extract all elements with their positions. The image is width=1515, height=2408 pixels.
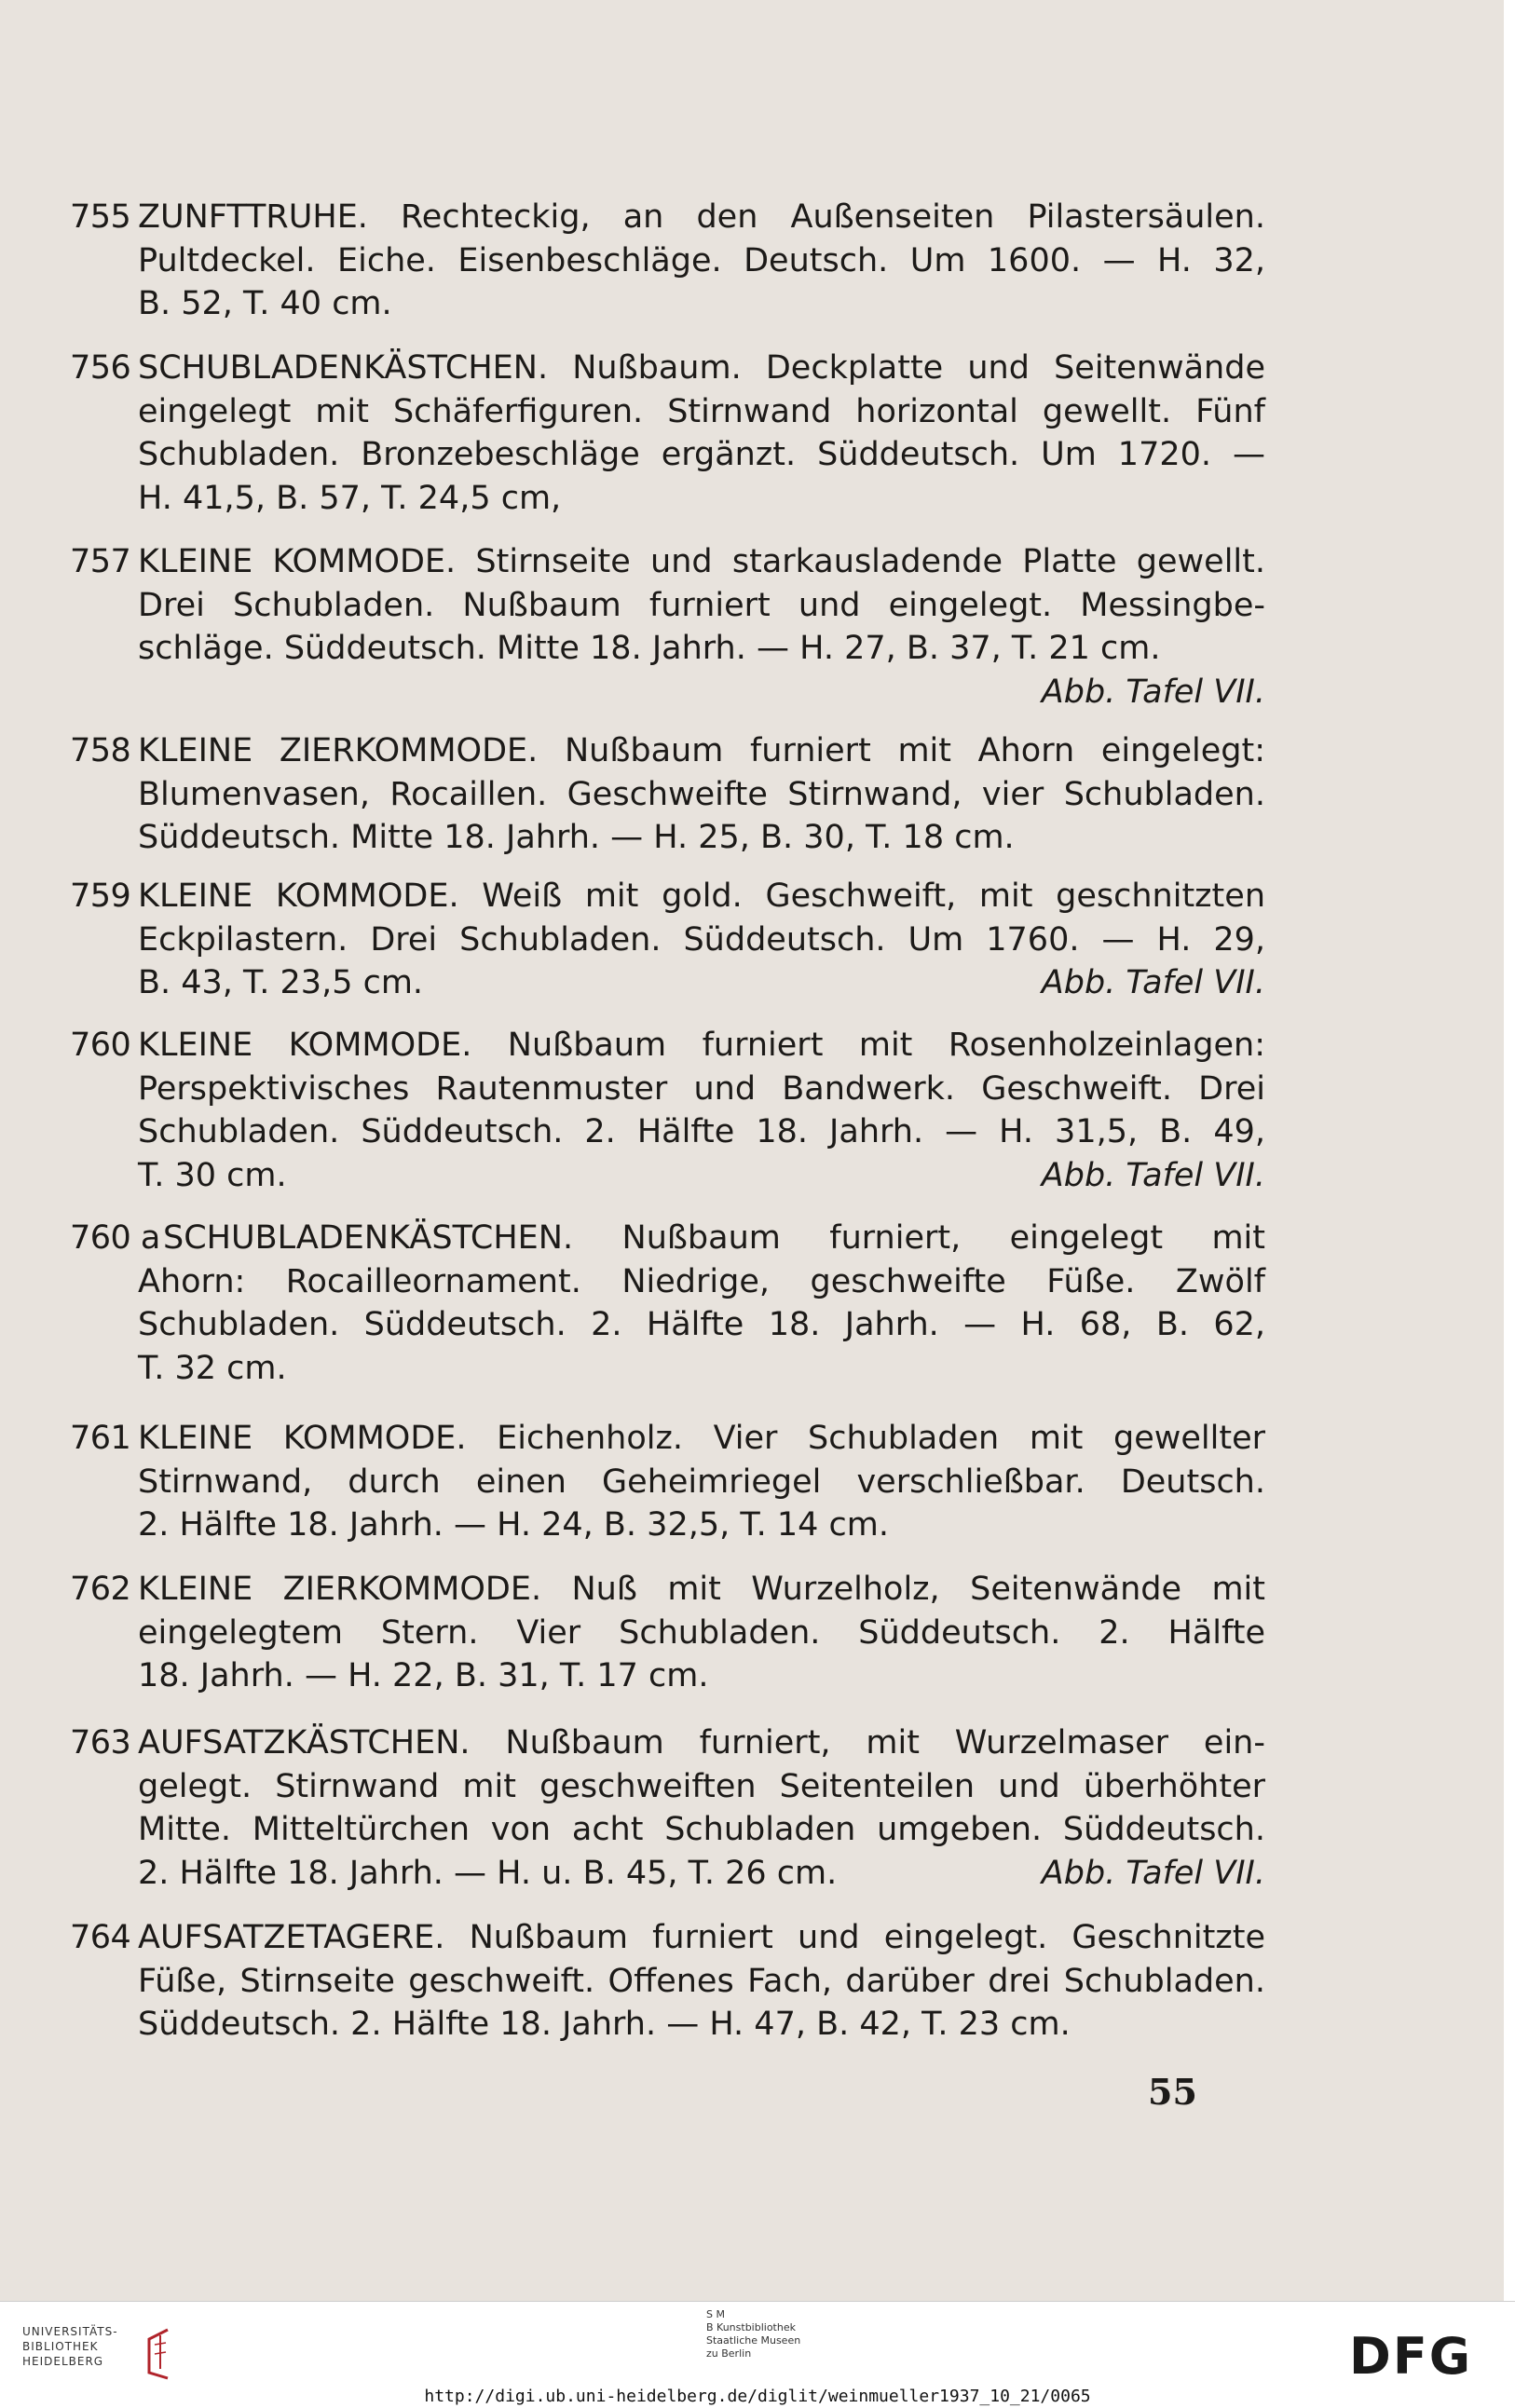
dfg-logo[interactable]: DFG — [1349, 2327, 1473, 2386]
entry-line: Süddeutsch. Mitte 18. Jahrh. — H. 25, B. 30, T. 18 cm. — [138, 819, 1015, 856]
museum-logo-line: S M — [706, 2308, 725, 2320]
entry-line: KLEINE KOMMODE. Stirnseite und starkausladende Platte gewellt. — [138, 543, 1265, 580]
entry-line-text: 2. Hälfte 18. Jahrh. — H. u. B. 45, T. 26 cm. — [138, 1854, 838, 1892]
entry-line: eingelegt mit Schäferfiguren. Stirnwand horizontal gewellt. Fünf — [138, 392, 1265, 430]
museum-logo-line: Staatliche Museen — [706, 2334, 801, 2347]
entry-line: Schubladen. Süddeutsch. 2. Hälfte 18. Jahrh. — H. 68, B. 62, — [138, 1306, 1265, 1343]
entry-line: Drei Schubladen. Nußbaum furniert und eingelegt. Messingbe- — [138, 586, 1265, 624]
entry-line: Blumenvasen, Rocaillen. Geschweifte Stirnwand, vier Schubladen. — [138, 775, 1265, 813]
entry-line: H. 41,5, B. 57, T. 24,5 cm, — [138, 479, 562, 517]
university-library-logo[interactable] — [22, 2324, 190, 2380]
entry-line — [138, 961, 1265, 1005]
museum-logo-line: zu Berlin — [706, 2347, 752, 2360]
entry-text — [138, 347, 1265, 520]
entry-number: 759 — [70, 877, 131, 915]
entry-line-text: T. 30 cm. — [138, 1156, 287, 1194]
entry-line: Süddeutsch. 2. Hälfte 18. Jahrh. — H. 47, B. 42, T. 23 cm. — [138, 2006, 1071, 2043]
museum-logo-line: B Kunstbibliothek — [706, 2321, 796, 2333]
entry-line: KLEINE KOMMODE. Eichenholz. Vier Schubladen mit gewellter — [138, 1420, 1265, 1457]
entry-line: Pultdeckel. Eiche. Eisenbeschläge. Deutsch. Um 1600. — H. 32, — [138, 241, 1265, 279]
entry-number: 756 — [70, 349, 131, 387]
entry-line: gelegt. Stirnwand mit geschweiften Seitenteilen und überhöhter — [138, 1767, 1265, 1805]
figure-reference: Abb. Tafel VII. — [1041, 964, 1265, 1001]
entry-line: 18. Jahrh. — H. 22, B. 31, T. 17 cm. — [138, 1657, 709, 1694]
entry-line: SCHUBLADENKÄSTCHEN. Nußbaum furniert, eingelegt mit — [163, 1219, 1265, 1257]
university-logo-text — [22, 2324, 118, 2369]
entry-text — [138, 1260, 1265, 1391]
entry-text — [138, 1721, 1265, 1895]
entry-line: Schubladen. Süddeutsch. 2. Hälfte 18. Jahrh. — H. 31,5, B. 49, — [138, 1113, 1265, 1150]
page-number: 55 — [1148, 2071, 1197, 2113]
entry-line-text: B. 43, T. 23,5 cm. — [138, 964, 424, 1001]
figure-reference: Abb. Tafel VII. — [1041, 1854, 1265, 1892]
entry-number: 762 — [70, 1571, 131, 1608]
entry-line: Perspektivisches Rautenmuster und Bandwerk. Geschweift. Drei — [138, 1069, 1265, 1108]
figure-reference: Abb. Tafel VII. — [1041, 1156, 1265, 1194]
entry-line: Füße, Stirnseite geschweift. Offenes Fach, darüber drei Schubladen. — [138, 1962, 1265, 2000]
entry-number: 758 — [70, 732, 131, 769]
entry-line: KLEINE ZIERKOMMODE. Nuß mit Wurzelholz, Seitenwände mit — [138, 1571, 1265, 1608]
entry-line: eingelegtem Stern. Vier Schubladen. Süddeutsch. 2. Hälfte — [138, 1613, 1265, 1652]
entry-line: 2. Hälfte 18. Jahrh. — H. 24, B. 32,5, T. 14 cm. — [138, 1506, 889, 1544]
entry-text — [138, 729, 1265, 860]
entry-text — [138, 1916, 1265, 2047]
entry-number: 755 — [70, 198, 131, 236]
entry-text — [163, 1217, 1265, 1260]
entry-text — [138, 540, 1265, 714]
entry-number: 763 — [70, 1724, 131, 1762]
entry-text — [138, 1024, 1265, 1197]
entry-line: Eckpilastern. Drei Schubladen. Süddeutsch. Um 1760. — H. 29, — [138, 920, 1265, 959]
entry-line: KLEINE KOMMODE. Nußbaum furniert mit Rosenholzeinlagen: — [138, 1027, 1265, 1064]
entry-line: KLEINE KOMMODE. Weiß mit gold. Geschweift, mit geschnitzten — [138, 877, 1265, 915]
entry-line: Stirnwand, durch einen Geheimriegel verschließbar. Deutsch. — [138, 1462, 1265, 1501]
entry-number: 761 — [70, 1420, 131, 1457]
logo-line: UNIVERSITÄTS- — [22, 2325, 118, 2338]
entry-line: SCHUBLADENKÄSTCHEN. Nußbaum. Deckplatte und Seitenwände — [138, 349, 1265, 387]
entry-number: 760 — [70, 1027, 131, 1064]
entry-line: AUFSATZKÄSTCHEN. Nußbaum furniert, mit Wurzelmaser ein- — [138, 1724, 1265, 1762]
source-url[interactable]: http://digi.ub.uni-heidelberg.de/diglit/weinmueller1937_10_21/0065 — [424, 2387, 1091, 2406]
entry-text — [138, 875, 1265, 1005]
entry-text — [138, 1417, 1265, 1547]
figure-reference: Abb. Tafel VII. — [1041, 673, 1265, 711]
entry-line: Mitte. Mitteltürchen von acht Schubladen umgeben. Süddeutsch. — [138, 1811, 1265, 1848]
entry-line — [138, 1154, 1265, 1198]
university-seal-icon — [140, 2326, 177, 2380]
logo-line: HEIDELBERG — [22, 2355, 104, 2368]
entry-line: schläge. Süddeutsch. Mitte 18. Jahrh. — H. 27, B. 37, T. 21 cm. — [138, 630, 1161, 667]
museum-logo[interactable] — [706, 2308, 800, 2360]
entry-line: T. 32 cm. — [138, 1349, 287, 1387]
entry-number: 760 a — [70, 1219, 160, 1257]
entry-line: B. 52, T. 40 cm. — [138, 285, 392, 322]
entry-text — [138, 196, 1265, 326]
entry-text — [138, 1568, 1265, 1698]
entry-number: 764 — [70, 1919, 131, 1956]
logo-line: BIBLIOTHEK — [22, 2340, 99, 2353]
entry-line: KLEINE ZIERKOMMODE. Nußbaum furniert mit Ahorn eingelegt: — [138, 732, 1265, 769]
entry-line: Ahorn: Rocailleornament. Niedrige, geschweifte Füße. Zwölf — [138, 1262, 1265, 1300]
entry-line: ZUNFTTRUHE. Rechteckig, an den Außenseiten Pilastersäulen. — [138, 198, 1265, 236]
entry-number: 757 — [70, 543, 131, 580]
entry-line — [138, 1852, 1265, 1896]
entry-line: Schubladen. Bronzebeschläge ergänzt. Süddeutsch. Um 1720. — — [138, 436, 1265, 473]
entry-line: AUFSATZETAGERE. Nußbaum furniert und eingelegt. Geschnitzte — [138, 1919, 1265, 1956]
